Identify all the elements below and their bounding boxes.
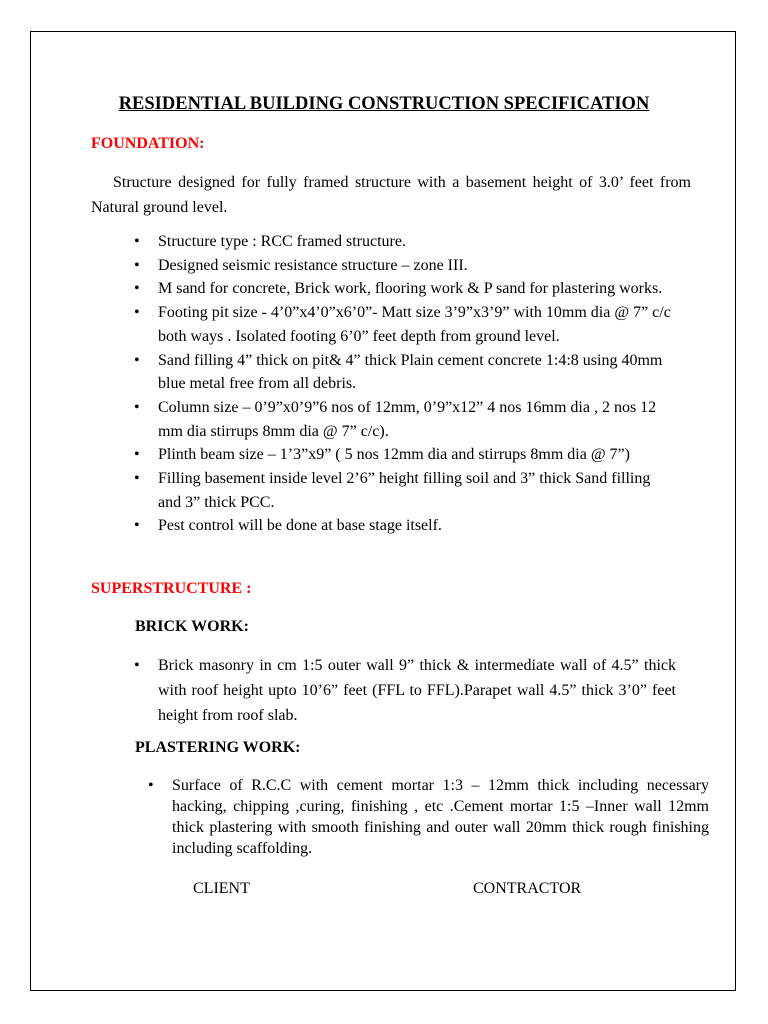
list-item: • Footing pit size - 4’0”x4’0”x6’0”- Matt size 3’9”x3’9” with 10mm dia @ 7” c/c both ways . Isolated footing 6’0” feet depth from ground level. — [134, 301, 676, 348]
client-signature-label: CLIENT — [193, 880, 250, 897]
list-item: • Brick masonry in cm 1:5 outer wall 9” thick & intermediate wall of 4.5” thick with roof height upto 10’6” feet (FFL to FFL).Parapet wall 4.5” thick 3’0” feet height from roof slab. — [134, 653, 676, 728]
brick-work-list — [134, 653, 676, 728]
brick-work-heading: BRICK WORK: — [135, 618, 249, 635]
list-item: • Plinth beam size – 1’3”x9” ( 5 nos 12mm dia and stirrups 8mm dia @ 7”) — [134, 443, 676, 467]
list-item: • Column size – 0’9”x0’9”6 nos of 12mm, 0’9”x12” 4 nos 16mm dia , 2 nos 12 mm dia stirrups 8mm dia @ 7” c/c). — [134, 396, 676, 443]
list-item: • Filling basement inside level 2’6” height filling soil and 3” thick Sand filling and 3” thick PCC. — [134, 467, 676, 514]
foundation-heading: FOUNDATION: — [91, 135, 205, 152]
list-item: • Surface of R.C.C with cement mortar 1:3 – 12mm thick including necessary hacking, chipping ,curing, finishing , etc .Cement mortar 1:5 –Inner wall 12mm thick plastering with smooth finishing and outer wall 20mm thick rough finishing including scaffolding. — [148, 775, 709, 859]
list-item: • M sand for concrete, Brick work, flooring work & P sand for plastering works. — [134, 277, 676, 301]
superstructure-heading: SUPERSTRUCTURE : — [91, 580, 252, 597]
document-title: RESIDENTIAL BUILDING CONSTRUCTION SPECIFICATION — [118, 94, 650, 114]
foundation-intro — [91, 170, 691, 220]
list-item: • Designed seismic resistance structure – zone III. — [134, 254, 676, 278]
list-item: • Sand filling 4” thick on pit& 4” thick Plain cement concrete 1:4:8 using 40mm blue metal free from all debris. — [134, 349, 676, 396]
plastering-work-heading: PLASTERING WORK: — [135, 739, 301, 756]
foundation-list — [134, 230, 676, 538]
contractor-signature-label: CONTRACTOR — [473, 880, 582, 897]
list-item: • Structure type : RCC framed structure. — [134, 230, 676, 254]
plastering-work-list — [148, 775, 709, 859]
list-item: • Pest control will be done at base stage itself. — [134, 514, 676, 538]
foundation-intro-text: Structure designed for fully framed structure with a basement height of 3.0’ feet from Natural ground level. — [91, 174, 691, 216]
